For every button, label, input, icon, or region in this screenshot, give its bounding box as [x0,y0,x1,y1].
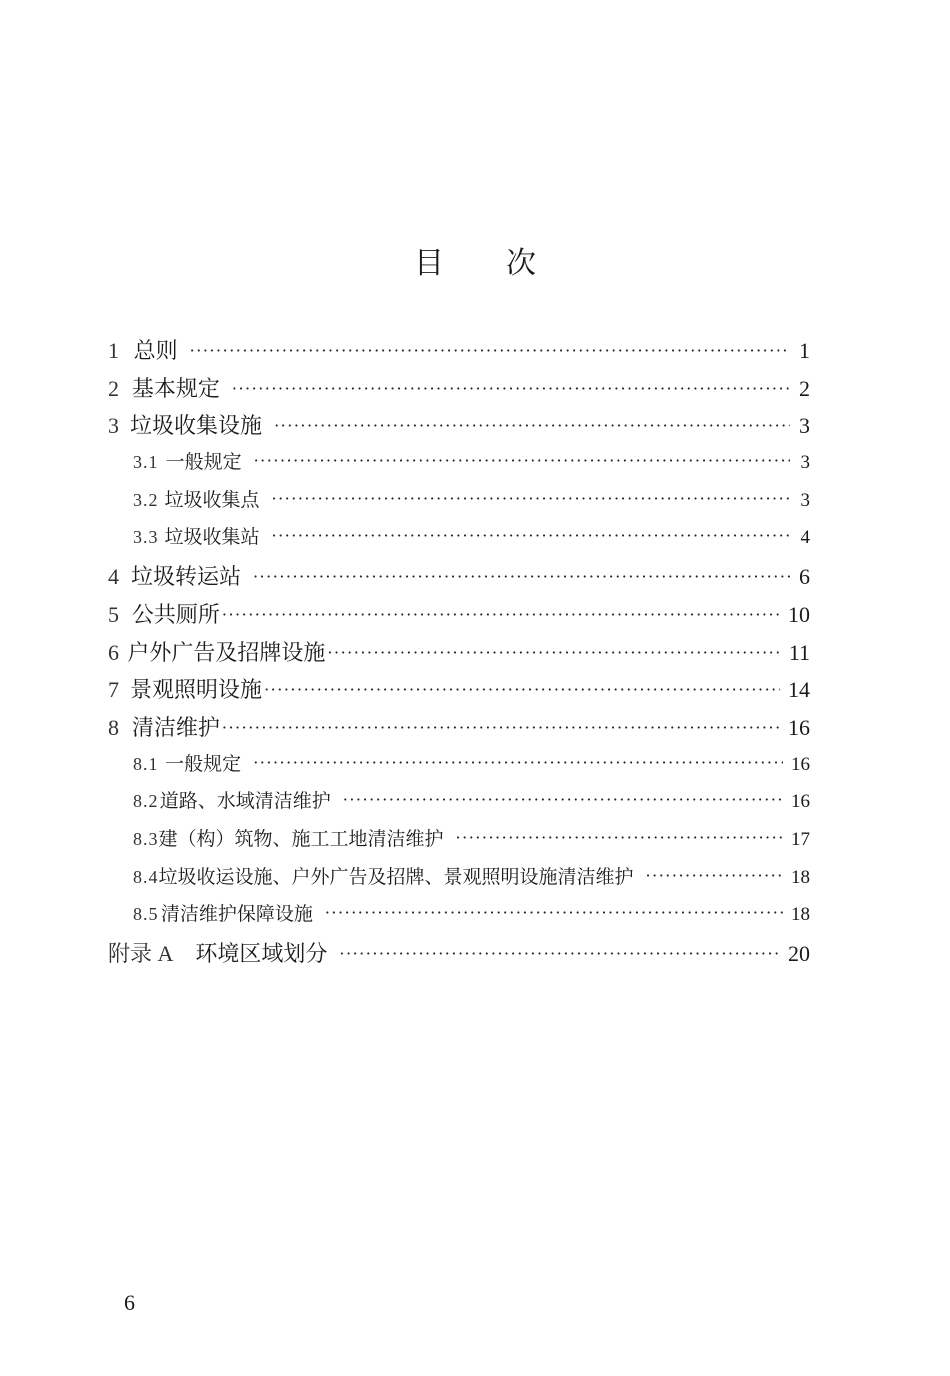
toc-entry-label: 户外广告及招牌设施 [127,640,326,666]
toc-entry[interactable] [108,334,810,372]
toc-entry-label: 垃圾转运站 [130,565,241,591]
toc-entry-page: 18 [791,904,810,926]
toc-entry-number: 3.2 [133,489,159,510]
toc-entry-page: 17 [791,828,810,850]
dot-leader [222,605,780,624]
dot-leader [253,567,790,586]
toc-entry-page: 16 [791,753,810,775]
toc-subentry[interactable] [108,862,810,900]
dot-leader [253,753,783,772]
toc-entry-page: 16 [788,714,810,740]
dot-leader [254,451,790,470]
dot-leader [222,718,780,737]
toc-title-part1: 目 [414,246,444,281]
toc-entry-label: 清洁维护保障设施 [160,903,313,926]
dot-leader [190,341,790,360]
dot-leader [264,680,780,699]
dot-leader [646,866,783,885]
toc-entry-label: 清洁维护 [131,715,220,741]
toc-entry-label: 垃圾收运设施、户外广告及招牌、景观照明设施清洁维护 [158,865,634,888]
toc-entry-number: 5 [108,601,119,627]
toc-entry-label: 总则 [133,339,178,364]
toc-title-part2: 次 [506,246,536,281]
dot-leader [343,790,783,809]
toc-entry-page: 18 [791,866,810,888]
toc-entry-number: 2 [108,375,119,401]
toc-entry-page: 16 [791,791,810,813]
toc-entry-page: 2 [799,375,810,401]
toc-entry-number: 附录 A [108,941,174,966]
dot-leader [456,828,783,847]
toc-entry-page: 3 [799,413,810,439]
toc-entry-page: 10 [788,601,810,627]
toc-subentry[interactable] [108,899,810,937]
toc-subentry[interactable] [108,786,810,824]
toc-entry-label: 一般规定 [165,752,242,775]
toc-entry-number: 3.3 [133,527,159,548]
toc-entry-number: 8.5 [133,904,159,925]
toc-entry-label: 垃圾收集设施 [130,414,263,440]
dot-leader [325,903,783,922]
toc-entry-number: 1 [108,338,119,363]
toc-subentry[interactable] [108,522,810,560]
toc-entry-number: 8.4 [133,866,159,887]
toc-entry-number: 8.2 [133,791,159,812]
toc-entry-page: 11 [788,639,810,665]
toc-entry-page: 6 [799,564,810,590]
toc-entry[interactable] [108,711,810,749]
toc-entry-label: 环境区域划分 [195,942,328,967]
toc-entry-number: 7 [108,677,119,703]
dot-leader [327,643,780,662]
toc-entry-number: 8.1 [133,753,159,774]
toc-entry-label: 景观照明设施 [130,678,263,704]
toc-entry-page: 20 [788,941,810,966]
table-of-contents [108,334,810,975]
toc-subentry[interactable] [108,749,810,787]
toc-entry[interactable] [108,673,810,711]
toc-entry-number: 3 [108,413,119,439]
toc-entry[interactable] [108,409,810,447]
toc-entry-page: 3 [800,452,810,474]
dot-leader [272,489,791,508]
page-number: 6 [124,1290,135,1315]
dot-leader [232,379,790,398]
toc-entry-number: 8 [108,714,119,740]
toc-entry-label: 一般规定 [165,451,242,474]
toc-entry-page: 1 [799,338,810,363]
toc-entry[interactable] [108,598,810,636]
toc-entry[interactable] [108,560,810,598]
toc-entry-label: 道路、水域清洁维护 [159,790,331,813]
toc-entry-label: 基本规定 [131,376,220,402]
toc-entry-label: 垃圾收集点 [164,488,260,511]
toc-entry-label: 垃圾收集站 [164,526,260,549]
dot-leader [272,526,791,545]
toc-entry[interactable] [108,636,810,674]
toc-entry-label: 建（构）筑物、施工工地清洁维护 [158,827,444,850]
toc-entry-number: 8.3 [133,828,159,849]
dot-leader [339,944,780,963]
toc-entry-page: 14 [788,677,810,703]
toc-subentry[interactable] [108,485,810,523]
toc-entry-number: 3.1 [133,452,159,473]
toc-entry[interactable] [108,372,810,410]
toc-title [0,238,950,282]
toc-appendix-entry[interactable] [108,937,810,975]
toc-subentry[interactable] [108,824,810,862]
toc-entry-number: 6 [108,639,119,665]
toc-entry-number: 4 [108,564,119,590]
toc-entry-page: 4 [800,527,810,549]
dot-leader [274,416,790,435]
toc-subentry[interactable] [108,447,810,485]
toc-entry-page: 3 [800,489,810,511]
toc-entry-label: 公共厕所 [131,602,220,628]
